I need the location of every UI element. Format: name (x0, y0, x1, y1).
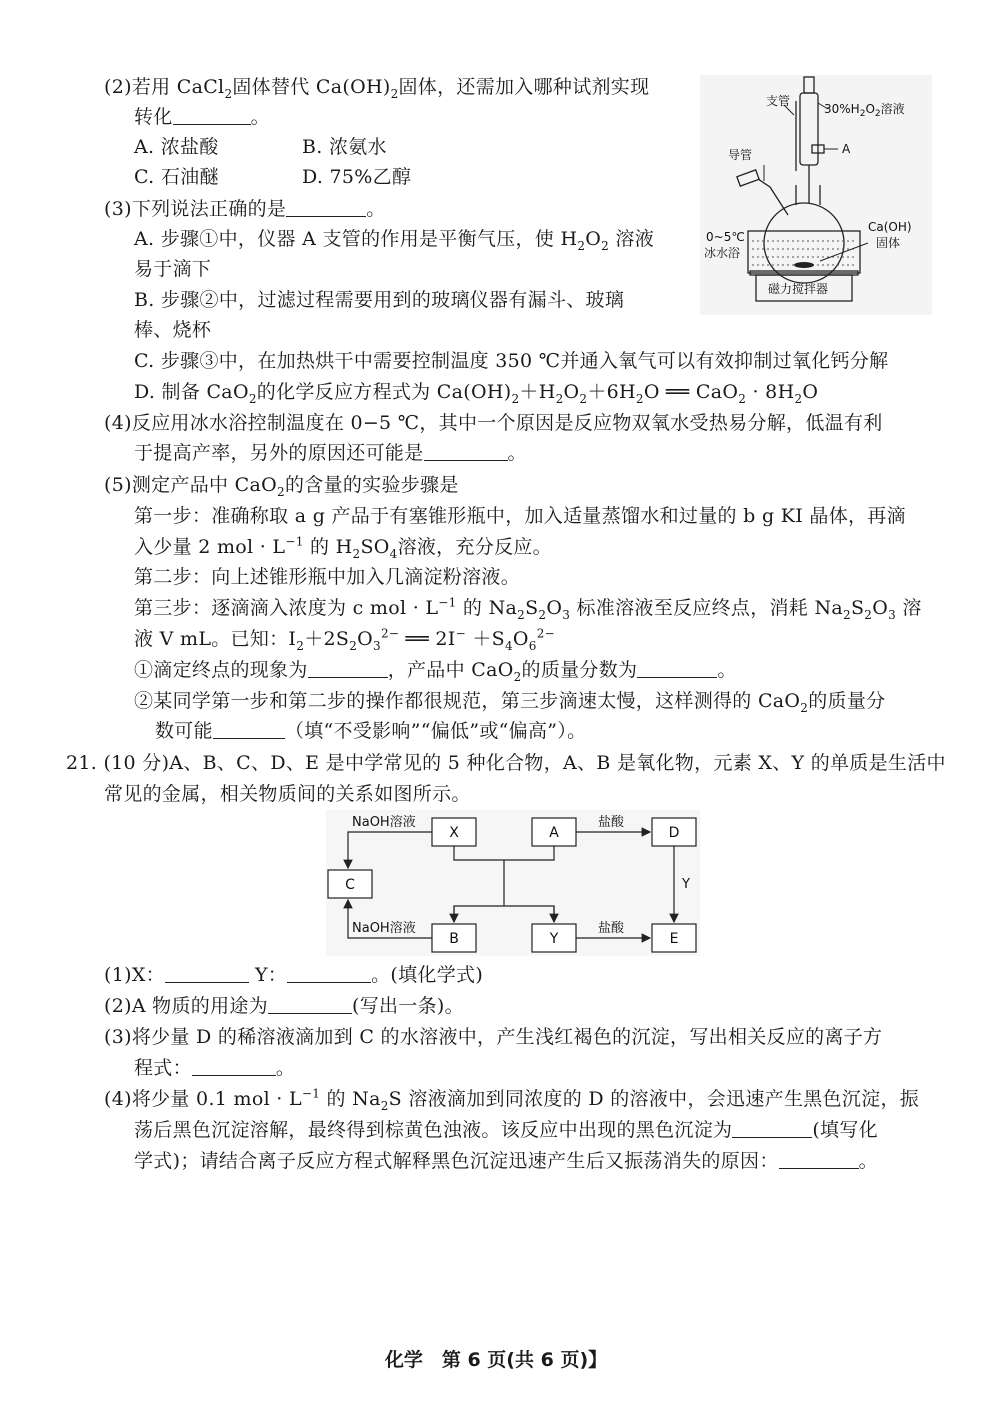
text: 的质量分数为 (521, 659, 638, 681)
text: Y： (254, 964, 288, 986)
text: 标准溶液至反应终点，消耗 Na (570, 597, 844, 619)
q5-step1-line1 (134, 501, 992, 531)
subscript: 2 (248, 391, 257, 406)
text: O (512, 628, 529, 650)
text: S (850, 597, 865, 619)
q3-option-b-line2 (134, 315, 992, 345)
subscript: 2 (511, 391, 520, 406)
text: O (357, 628, 374, 650)
answer-blank[interactable] (779, 1150, 859, 1169)
text: 。(填化学式) (371, 964, 484, 986)
subscript: 3 (373, 638, 381, 653)
text: 的 Na (320, 1088, 381, 1110)
q21-stem-line2 (104, 779, 992, 809)
text: 。 (507, 442, 527, 464)
subscript: 3 (888, 607, 897, 622)
text: O (546, 597, 563, 619)
subscript: 2 (517, 607, 526, 622)
text: O ══ CaO (643, 381, 739, 403)
text: (1)X： (104, 964, 165, 986)
subscript: 2 (800, 700, 809, 715)
text: 21. (10 分)A、B、C、D、E 是中学常见的 5 种化合物，A、B 是氧化物，元素 X、Y 的单质是生活中 (66, 752, 946, 774)
subscript: 2 (864, 607, 873, 622)
subscript: 2 (352, 546, 361, 561)
text: ②某同学第一步和第二步的操作都很规范，第三步滴速太慢，这样测得的 CaO (134, 690, 801, 712)
subscript: 2 (390, 86, 399, 101)
text: ①滴定终点的现象为 (134, 659, 308, 681)
superscript: − (455, 626, 466, 641)
label-naoh-bottom: NaOH溶液 (352, 921, 416, 936)
text: 固体替代 Ca(OH) (232, 76, 391, 98)
text: 。 (717, 659, 737, 681)
text: 的化学反应方程式为 Ca(OH) (256, 381, 512, 403)
text: C. 步骤③中，在加热烘干中需要控制温度 350 ℃并通入氧气可以有效抑制过氧化钙分解 (134, 350, 889, 372)
q21-part4-line3 (134, 1146, 992, 1176)
text: D. 制备 CaO (134, 381, 249, 403)
text: 的质量分 (808, 690, 886, 712)
q5-step1-line2 (134, 532, 992, 562)
text: A. 步骤①中，仪器 A 支管的作用是平衡气压，使 H (134, 228, 578, 250)
answer-blank[interactable] (192, 1057, 276, 1076)
subscript: 4 (504, 638, 513, 653)
q21-part3-line2 (134, 1053, 992, 1083)
text: 于提高产率，另外的原因还可能是 (134, 442, 424, 464)
answer-blank[interactable] (268, 995, 352, 1014)
relation-flow-diagram (326, 810, 700, 956)
subscript: 2 (513, 669, 522, 684)
answer-blank[interactable] (308, 659, 388, 678)
text: 程式： (134, 1057, 192, 1079)
option-a: A. 浓盐酸 (134, 136, 219, 158)
text: ＋H (519, 381, 556, 403)
superscript: −1 (438, 595, 457, 610)
text: S 溶液滴加到同浓度的 D 的溶液中，会迅速产生黑色沉淀，振 (388, 1088, 920, 1110)
q21-part4-line2 (134, 1115, 992, 1145)
subscript: 2 (635, 391, 644, 406)
q4-line1 (104, 408, 992, 438)
text: 第二步：向上述锥形瓶中加入几滴淀粉溶液。 (134, 566, 521, 588)
answer-blank[interactable] (165, 964, 249, 983)
option-c: C. 石油醚 (134, 166, 219, 188)
text: (3)下列说法正确的是 (104, 198, 287, 220)
subscript: 2 (794, 391, 803, 406)
label-h2o2: $30\%H_2O_2$溶液 (824, 102, 905, 119)
text: 常见的金属，相关物质间的关系如图所示。 (104, 783, 471, 805)
text: (填写化 (812, 1119, 878, 1141)
label-temperature: 0~5℃ (706, 230, 745, 244)
answer-blank[interactable] (637, 659, 717, 678)
text: 易于滴下 (134, 258, 212, 280)
label-caoh: Ca(OH) (868, 220, 912, 234)
q5-step2 (134, 562, 992, 592)
subscript: 2 (277, 484, 285, 499)
subscript: 2 (601, 238, 610, 253)
label-naoh-top: NaOH溶液 (352, 815, 416, 830)
page-footer: 化学 第 6 页(共 6 页)】 (384, 1349, 608, 1371)
text: 第一步：准确称取 a g 产品于有塞锥形瓶中，加入适量蒸馏水和过量的 b g KI 晶体，再滴 (134, 505, 906, 527)
text: 的含量的实验步骤是 (284, 474, 459, 496)
option-d: D. 75%乙醇 (302, 166, 412, 188)
label-x: X (449, 825, 459, 841)
label-solid: 固体 (876, 236, 901, 250)
text: ══ 2I (399, 628, 456, 650)
label-hcl-bottom: 盐酸 (598, 921, 625, 936)
subscript: 2 (380, 1098, 389, 1113)
answer-blank[interactable] (732, 1119, 812, 1138)
text: 液 V mL。已知：I (134, 628, 297, 650)
q5-sub2-line2 (155, 716, 992, 746)
text: 溶液，充分反应。 (397, 536, 552, 558)
label-a: A (549, 825, 559, 841)
text: O (563, 381, 580, 403)
label-tube: 导管 (728, 148, 753, 162)
label-side-arm: 支管 (766, 94, 791, 108)
option-b: B. 浓氨水 (302, 136, 387, 158)
text: 学式)；请结合离子反应方程式解释黑色沉淀迅速产生后又振荡消失的原因： (134, 1150, 779, 1172)
subscript: 3 (562, 607, 571, 622)
text: 。 (858, 1150, 878, 1172)
subscript: 6 (528, 638, 537, 653)
subscript: 2 (224, 86, 233, 101)
label-a: A (842, 142, 851, 156)
answer-blank[interactable] (213, 720, 285, 739)
text: ＋2S (304, 628, 350, 650)
text: 溶液 (609, 228, 655, 250)
text: (写出一条)。 (351, 995, 464, 1017)
text: ＋S (465, 628, 505, 650)
text: 。 (275, 1057, 296, 1079)
text: 的 Na (456, 597, 518, 619)
text: · 8H (746, 381, 795, 403)
label-c: C (345, 877, 355, 893)
text: 。 (250, 106, 270, 128)
label-b: B (449, 931, 459, 947)
q3-option-c (134, 346, 992, 376)
text: 转化 (134, 106, 173, 128)
q21-part2 (104, 991, 992, 1021)
text: (2)A 物质的用途为 (104, 995, 268, 1017)
q5-sub2-line1 (134, 686, 992, 716)
answer-blank[interactable] (286, 198, 366, 217)
text: B. 步骤②中，过滤过程需要用到的玻璃仪器有漏斗、玻璃 (134, 289, 625, 311)
text: 棒、烧杯 (134, 319, 212, 341)
text: 溶 (896, 597, 922, 619)
text: O (585, 228, 602, 250)
text: （填“不受影响”“偏低”或“偏高”）。 (284, 720, 587, 742)
label-y: Y (549, 931, 559, 947)
superscript: 2− (380, 626, 400, 641)
label-d: D (668, 825, 680, 841)
superscript: −1 (301, 1086, 321, 1101)
q21-part3-line1 (104, 1022, 992, 1052)
text: (5)测定产品中 CaO (104, 474, 277, 496)
superscript: 2− (536, 626, 556, 641)
answer-blank[interactable] (173, 106, 251, 125)
subscript: 4 (389, 546, 398, 561)
label-hcl-top: 盐酸 (598, 815, 625, 830)
reaction-apparatus-figure (700, 75, 932, 315)
q21-part1 (104, 960, 992, 990)
subscript: 2 (738, 391, 747, 406)
text: SO (360, 536, 390, 558)
text: (4)将少量 0.1 mol · L (104, 1088, 302, 1110)
text: O (802, 381, 819, 403)
superscript: −1 (285, 534, 304, 549)
text: 固体，还需加入哪种试剂实现 (398, 76, 650, 98)
q5-step3-line1 (134, 593, 992, 623)
subscript: 2 (577, 238, 586, 253)
text: ＋6H (587, 381, 636, 403)
subscript: 2 (843, 607, 851, 622)
subscript: 2 (579, 391, 588, 406)
answer-blank[interactable] (287, 964, 371, 983)
label-stirrer: 磁力搅拌器 (768, 282, 829, 296)
text: (2)若用 CaCl (104, 76, 225, 98)
text: (4)反应用冰水浴控制温度在 0−5 ℃，其中一个原因是反应物双氧水受热易分解，低温有利 (104, 412, 883, 434)
text: 入少量 2 mol · L (134, 536, 286, 558)
text: 荡后黑色沉淀溶解，最终得到棕黄色浊液。该反应中出现的黑色沉淀为 (134, 1119, 733, 1141)
label-e: E (669, 931, 679, 947)
subscript: 2 (349, 638, 358, 653)
subscript: 2 (296, 638, 305, 653)
subscript: 2 (538, 607, 547, 622)
q21-stem-line1 (66, 748, 992, 778)
q3-option-d (134, 377, 992, 407)
text: 第三步：逐滴滴入浓度为 c mol · L (134, 597, 439, 619)
text: 的 H (303, 536, 353, 558)
q5-sub1 (134, 655, 992, 685)
text: 。 (366, 198, 386, 220)
q5-step3-line2 (134, 624, 992, 654)
stir-bar (794, 262, 814, 268)
text: (3)将少量 D 的稀溶液滴加到 C 的水溶液中，产生浅红褐色的沉淀，写出相关反应的离子方 (104, 1026, 883, 1048)
q4-line2 (134, 438, 992, 468)
text: ，产品中 CaO (387, 659, 514, 681)
answer-blank[interactable] (424, 442, 508, 461)
q5-stem (104, 470, 992, 500)
subscript: 2 (555, 391, 564, 406)
label-ice-bath: 冰水浴 (704, 246, 741, 260)
text: 数可能 (155, 720, 213, 742)
text: O (872, 597, 889, 619)
q21-part4-line1 (104, 1084, 992, 1114)
text: S (525, 597, 539, 619)
label-y-arrow: Y (682, 877, 690, 892)
